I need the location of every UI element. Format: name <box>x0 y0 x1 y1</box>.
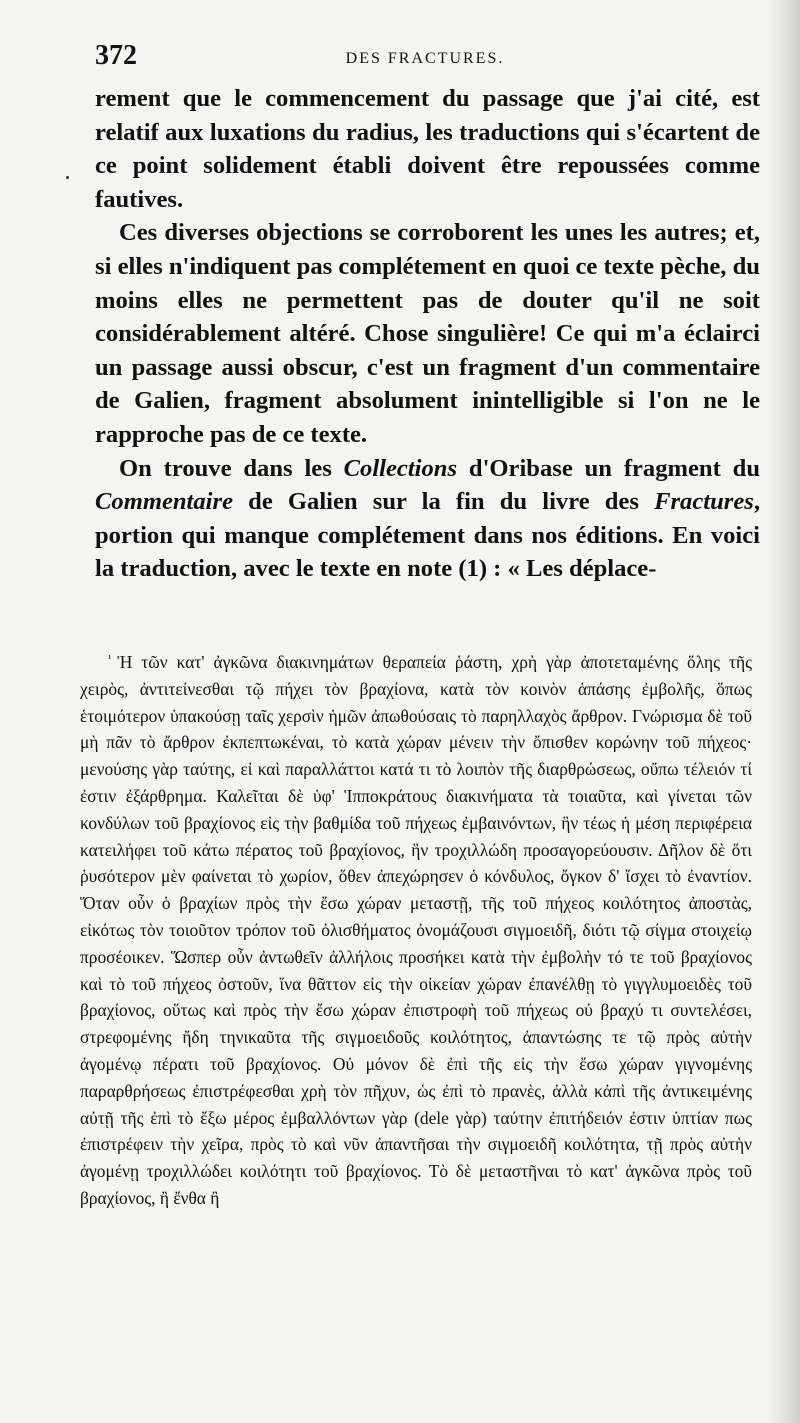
ink-speck <box>66 176 69 179</box>
footnote <box>80 646 752 1212</box>
paragraph-3-text-c: de Galien sur la fin du livre des <box>233 488 655 516</box>
footnote-marker: ¹ <box>108 653 112 665</box>
italic-collections: Collections <box>343 454 458 482</box>
running-head <box>95 40 755 76</box>
page-gutter-shadow <box>768 0 800 1423</box>
running-title: DES FRACTURES. <box>345 50 505 67</box>
paragraph-3-text-b: d'Oribase un fragment du <box>457 454 760 482</box>
main-text <box>95 82 760 586</box>
italic-commentaire: Commentaire <box>95 488 234 516</box>
paragraph-3-text-a: On trouve dans les <box>119 454 344 482</box>
footnote-text: Ἡ τῶν κατ' ἀγκῶνα διακινημάτων θεραπεία ῥάστη, χρὴ γὰρ ἀποτεταμένης ὅλης τῆς χειρὸς, ἀντιτείνεσθαι τῷ πήχει τὸν βραχίονα, κατὰ τὸν κοινὸν ἁπάσης ἐμβολῆς, ὅπως ἑτοιμότερον ὑπακούσῃ ταῖς χερσὶν ἡμῶν ἀπωθούσαις τὸ παρηλλαχὸς ἄρθρον. Γνώρισμα δὲ τοῦ μὴ πᾶν τὸ ἄρθρον ἐκπεπτωκέναι, τὸ κατὰ χώραν μένειν τὴν ὄπισθεν κορώνην τοῦ πήχεος· μενούσης γὰρ ταύτης, εἰ καὶ παραλλάττοι κατά τι τὸ λοιπὸν τῆς διαρθρώσεως, οὔπω τέλειόν τί ἐστιν ἐξάρθρημα. Καλεῖται δὲ ὑφ' Ἱπποκράτους διακινήματα τὰ τοιαῦτα, καὶ γίνεται τῶν κονδύλων τοῦ βραχίονος εἰς τὴν βαθμίδα τοῦ πήχεως ἐμβαινόντων, ἣν τέως ἡ μέση περιφέρεια κατειλήφει τοῦ κάτω πέρατος τοῦ βραχίονος, ἣν τροχιλλώδη προσαγορεύουσιν. Δῆλον δὲ ὅτι ῥυσότερον μὲν φαίνεται τὸ χωρίον, ὅθεν ἀπεχώρησεν ὁ κόνδυλος, ὄγκον δ' ἴσχει τὸ ἐναντίον. Ὅταν οὖν ὁ βραχίων πρὸς τὴν ἔσω χώραν μεταστῇ, τῆς τοῦ πήχεος κοιλότητος ἀποστὰς, εἰκότως τὸν τοιοῦτον τρόπον τοῦ ὀλισθήματος ὀνομάζουσι σιγμοειδῆ, διότι τῷ σίγμα στοιχείῳ προσέοικεν. Ὥσπερ οὖν ἀντωθεῖν ἀλλήλοις προσήκει κατὰ τὴν ἐμβολὴν τό τε τοῦ βραχίονος καὶ τὸ τοῦ πήχεος ὀστοῦν, ἵνα θᾶττον εἰς τὴν οἰκείαν χώραν ἐπανέλθῃ τὸ γιγγλυμοειδὲς τοῦ βραχίονος, οὕτως καὶ πρὸς τὴν ἔσω χώραν ἐπιστροφὴ τοῦ πήχεως οὐ βραχύ τι συντελέσει, στρεφομένης ἤδη τηνικαῦτα τῆς σιγμοειδοῦς κοιλότητος, ἀπαντώσης τε τῷ πρὸς αὐτὴν ἀγομένῳ πέρατι τοῦ βραχίονος. Οὐ μόνον δὲ ἐπὶ τῆς εἰς τὴν ἔσω χώραν γιγνομένης παραρθρήσεως ἐπιστρέφεσθαι χρὴ τὸν πῆχυν, ὡς ἐπὶ τὸ πρανὲς, ἀλλὰ κἀπὶ τῆς ἀντικειμένης αὐτῇ τῆς ἐπὶ τὸ ἔξω μέρος ἐμβαλλόντων γὰρ (dele γὰρ) ταύτην ἐπιτήδειόν ἐστιν ὑπτίαν πως ἐπιστρέφειν τὴν χεῖρα, πρὸς τὸ καὶ νῦν ἀπαντῆσαι τὴν σιγμοειδῆ κοιλότητα, τῇ πρὸς αὐτὴν ἀγομένῃ τροχιλλώδει κοιλότητι τοῦ βραχίονος. Τὸ δὲ μεταστῆναι τὸ κατ' ἀγκῶνα πρὸς τοῦ βραχίονος, ἢ ἔνθα ἢ <box>80 652 752 1208</box>
paragraph-2: Ces diverses objections se corroborent les unes les autres; et, si elles n'indiquent pas complétement en quoi ce texte pèche, du moins elles ne permettent pas de douter qu'il ne soit considérablement altéré. Chose singulière! Ce qui m'a éclairci un passage aussi obscur, c'est un fragment d'un commentaire de Galien, fragment absolument inintelligible si l'on ne le rapproche pas de ce texte. <box>95 219 760 448</box>
paragraph-3 <box>95 452 760 586</box>
paragraph-3-text-d: , portion qui manque complétement dans nos éditions. En voici la traduction, avec le texte en note (1) : « Les déplace- <box>95 488 760 583</box>
footnote-paragraph <box>80 646 752 1212</box>
paragraph-1: rement que le commencement du passage que j'ai cité, est relatif aux luxations du radius, les traductions qui s'écartent de ce point solidement établi doivent être repoussées comme fautives. <box>95 85 760 213</box>
italic-fractures: Fractures <box>654 488 754 516</box>
page-number: 372 <box>95 40 137 71</box>
